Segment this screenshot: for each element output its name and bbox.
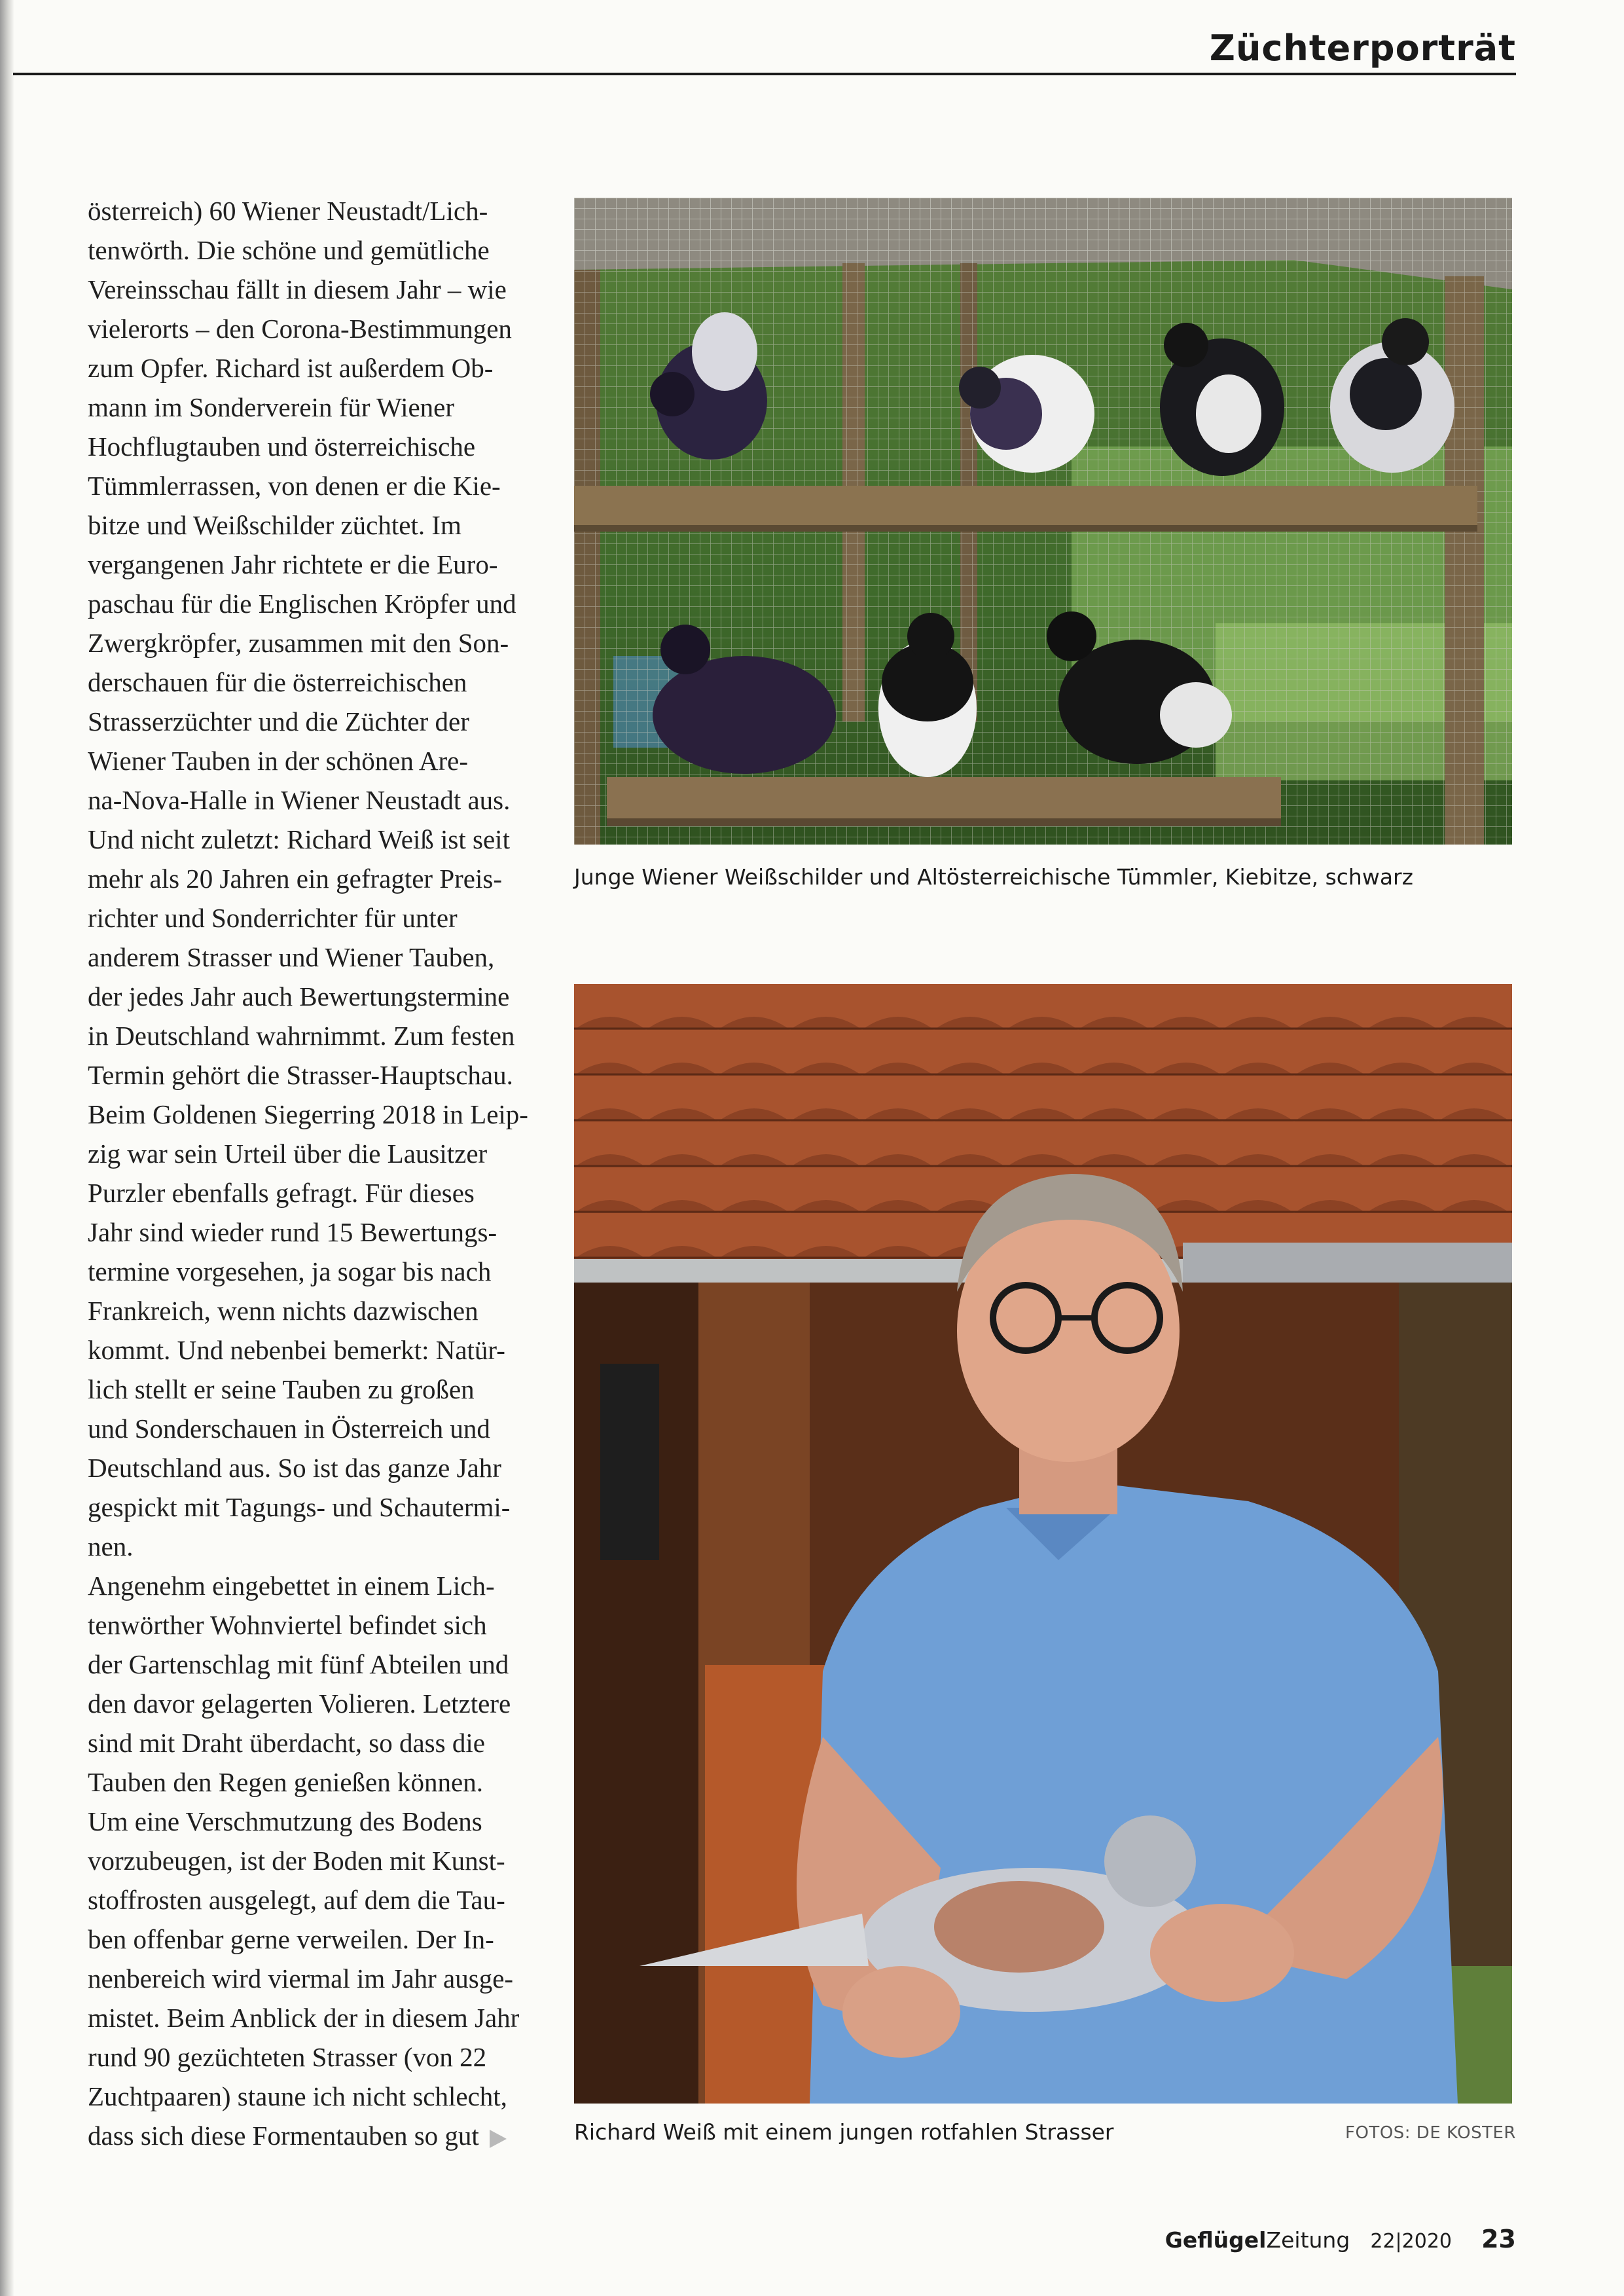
header-rule bbox=[13, 73, 1516, 75]
article-body bbox=[88, 191, 546, 2155]
article-line: Deutschland aus. So ist das ganze Jahr bbox=[88, 1453, 501, 1483]
article-line: lich stellt er seine Tauben zu großen bbox=[88, 1374, 475, 1404]
article-line: nenbereich wird viermal im Jahr ausge- bbox=[88, 1963, 514, 1994]
article-line: vorzubeugen, ist der Boden mit Kunst- bbox=[88, 1846, 505, 1876]
article-line: vergangenen Jahr richtete er die Euro- bbox=[88, 549, 498, 579]
article-line: der jedes Jahr auch Bewertungstermine bbox=[88, 981, 510, 1011]
scan-edge bbox=[0, 0, 14, 2296]
article-line: tenwörther Wohnviertel befindet sich bbox=[88, 1610, 487, 1640]
article-line: Tümmlerrassen, von denen er die Kie- bbox=[88, 471, 501, 501]
article-line: stoffrosten ausgelegt, auf dem die Tau- bbox=[88, 1885, 505, 1915]
article-line: gespickt mit Tagungs- und Schautermi- bbox=[88, 1492, 511, 1522]
article-line: Tauben den Regen genießen können. bbox=[88, 1767, 483, 1797]
photo-breeder-portrait bbox=[574, 984, 1512, 2104]
article-line: mann im Sonderverein für Wiener bbox=[88, 392, 455, 422]
continue-arrow-icon bbox=[490, 2130, 507, 2148]
article-line: zum Opfer. Richard ist außerdem Ob- bbox=[88, 353, 494, 383]
article-line: bitze und Weißschilder züchtet. Im bbox=[88, 510, 461, 540]
article-line: kommt. Und nebenbei bemerkt: Natür- bbox=[88, 1335, 505, 1365]
article-line: Wiener Tauben in der schönen Are- bbox=[88, 746, 469, 776]
article-line: ben offenbar gerne verweilen. Der In- bbox=[88, 1924, 494, 1954]
page-footer bbox=[1165, 2225, 1516, 2253]
article-line: na-Nova-Halle in Wiener Neustadt aus. bbox=[88, 785, 511, 815]
article-line: zig war sein Urteil über die Lausitzer bbox=[88, 1139, 488, 1169]
photo-pigeons-aviary bbox=[574, 198, 1512, 845]
article-line: Frankreich, wenn nichts dazwischen bbox=[88, 1296, 478, 1326]
article-line: in Deutschland wahrnimmt. Zum festen bbox=[88, 1021, 515, 1051]
article-line: tenwörth. Die schöne und gemütliche bbox=[88, 235, 490, 265]
article-line: Zuchtpaaren) staune ich nicht schlecht, bbox=[88, 2081, 507, 2111]
article-line: rund 90 gezüchteten Strasser (von 22 bbox=[88, 2042, 487, 2072]
article-line: und Sonderschauen in Österreich und bbox=[88, 1413, 490, 1444]
article-line: dass sich diese Formentauben so gut bbox=[88, 2116, 546, 2155]
section-title: Züchterporträt bbox=[1209, 27, 1516, 69]
article-line: Angenehm eingebettet in einem Lich- bbox=[88, 1571, 495, 1601]
article-line: Vereinsschau fällt in diesem Jahr – wie bbox=[88, 274, 507, 304]
article-line: derschauen für die österreichischen bbox=[88, 667, 467, 697]
article-line: österreich) 60 Wiener Neustadt/Lich- bbox=[88, 196, 488, 226]
article-line: richter und Sonderrichter für unter bbox=[88, 903, 458, 933]
article-line: sind mit Draht überdacht, so dass die bbox=[88, 1728, 485, 1758]
article-line: Beim Goldenen Siegerring 2018 in Leip- bbox=[88, 1099, 528, 1129]
article-line: Hochflugtauben und österreichische bbox=[88, 431, 476, 462]
article-line: paschau für die Englischen Kröpfer und bbox=[88, 589, 516, 619]
issue-number: 22|2020 bbox=[1370, 2230, 1453, 2253]
article-line: Purzler ebenfalls gefragt. Für dieses bbox=[88, 1178, 475, 1208]
article-line: Zwergkröpfer, zusammen mit den Son- bbox=[88, 628, 509, 658]
photo2-caption: Richard Weiß mit einem jungen rotfahlen Strasser bbox=[574, 2119, 1114, 2145]
article-line: termine vorgesehen, ja sogar bis nach bbox=[88, 1256, 492, 1286]
article-line: mistet. Beim Anblick der in diesem Jahr bbox=[88, 2003, 520, 2033]
article-line: Und nicht zuletzt: Richard Weiß ist seit bbox=[88, 824, 510, 854]
photo1-caption: Junge Wiener Weißschilder und Altösterreichische Tümmler, Kiebitze, schwarz bbox=[574, 864, 1413, 890]
photo-credit: FOTOS: DE KOSTER bbox=[1345, 2123, 1516, 2143]
magazine-name-bold: Geflügel bbox=[1164, 2227, 1267, 2253]
article-line: anderem Strasser und Wiener Tauben, bbox=[88, 942, 495, 972]
magazine-name-light: Zeitung bbox=[1266, 2227, 1350, 2253]
article-line: vielerorts – den Corona-Bestimmungen bbox=[88, 314, 512, 344]
article-line: Jahr sind wieder rund 15 Bewertungs- bbox=[88, 1217, 497, 1247]
article-line: Termin gehört die Strasser-Hauptschau. bbox=[88, 1060, 513, 1090]
page-number: 23 bbox=[1481, 2225, 1516, 2253]
article-line: nen. bbox=[88, 1531, 134, 1561]
article-line: den davor gelagerten Volieren. Letztere bbox=[88, 1688, 511, 1719]
article-line: der Gartenschlag mit fünf Abteilen und bbox=[88, 1649, 509, 1679]
article-line: Um eine Verschmutzung des Bodens bbox=[88, 1806, 482, 1836]
article-line: Strasserzüchter und die Züchter der bbox=[88, 706, 469, 737]
article-line: mehr als 20 Jahren ein gefragter Preis- bbox=[88, 864, 502, 894]
